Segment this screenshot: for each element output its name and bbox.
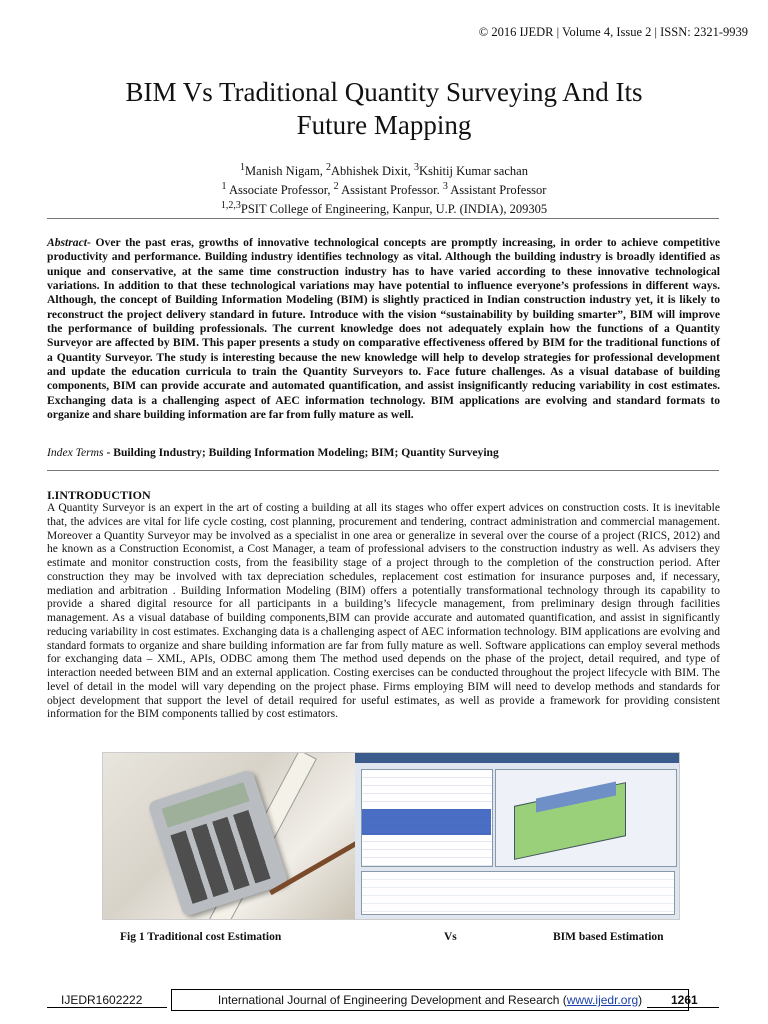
author-block — [0, 160, 768, 217]
software-title-bar — [355, 753, 679, 763]
divider-mid — [47, 470, 719, 471]
affiliation-text: PSIT College of Engineering, Kanpur, U.P. (INDIA), 209305 — [240, 202, 548, 217]
divider-top — [47, 218, 719, 219]
role-3-marker: 3 — [442, 181, 448, 193]
abstract-text: Over the past eras, growths of innovative technological concepts are promptly increasing, in order to achieve competitive productivity and performance. Building industry identifies technology as vital. Although the building industry is broadly identified as unique and conservative, at the same time construction industry has to have varied according to these innovative technological variations. In addition to that these technological variations may have potential to influence everyone’s professions in different ways. Although, the concept of Building Information Modeling (BIM) is slightly practiced in Indian construction industry yet, it is likely to reconstruct the project delivery standard in future. Introduce with the vision “sustainability by building smarter”, BIM will improve the performance of building professionals. The current knowledge does not adequately explain how the functions of a Quantity Surveyor are affected by BIM. This paper presents a study on comparative effectiveness offered by BIM for the traditional functions of a Quantity Surveyor. The study is interesting because the new knowledge will help to develop strategies for professional development and update the education curricula to train the Quantity Surveyors to. Face future challenges. As a visual database of building components, BIM can provide accurate and automated quantification, and assist insignificantly reducing variability in cost estimates. Exchanging data is a challenging aspect of AEC information technology. BIM applications are evolving and standard formats to organize and share building information are far from fully mature as well. — [47, 236, 720, 422]
paper-title — [40, 76, 728, 142]
software-lower-table — [361, 871, 675, 915]
index-terms — [47, 446, 720, 459]
index-terms-label: Index Terms — [47, 446, 104, 459]
author-2: Abhishek Dixit, — [330, 164, 414, 179]
calculator-graphic — [147, 769, 289, 917]
role-2: Assistant Professor. — [338, 183, 443, 198]
footer-paper-id: IJEDR1602222 — [61, 993, 143, 1007]
author-affiliation — [0, 198, 768, 217]
journal-citation-header: © 2016 IJEDR | Volume 4, Issue 2 | ISSN: 2321-9939 — [478, 25, 748, 39]
calculator-keys — [170, 809, 274, 904]
figure-caption-left: Fig 1 Traditional cost Estimation — [120, 931, 282, 943]
abstract-label: Abstract- — [47, 236, 91, 249]
footer-journal-close: ) — [638, 993, 643, 1007]
author-names — [0, 160, 768, 179]
software-selected-rows — [362, 809, 491, 835]
affiliation-marker: 1,2,3 — [220, 200, 241, 212]
abstract — [47, 236, 720, 422]
author-1-marker: 1 — [240, 162, 246, 173]
footer-journal-link[interactable]: www.ijedr.org — [566, 993, 639, 1007]
author-1: Manish Nigam, — [245, 164, 326, 179]
index-terms-text: - Building Industry; Building Information Modeling; BIM; Quantity Surveying — [103, 446, 499, 459]
section-heading: I.INTRODUCTION — [47, 488, 151, 502]
figure-1 — [102, 752, 680, 920]
pencil-graphic — [269, 836, 367, 895]
footer-journal-name: International Journal of Engineering Development and Research ( — [217, 993, 567, 1007]
role-1: Associate Professor, — [226, 183, 334, 198]
author-roles — [0, 179, 768, 198]
title-line-1: BIM Vs Traditional Quantity Surveying And Its — [125, 77, 643, 107]
footer-rule-left — [47, 1007, 167, 1008]
role-1-marker: 1 — [221, 181, 227, 193]
traditional-estimation-photo — [103, 753, 355, 919]
figure-caption-mid: Vs — [444, 931, 457, 943]
footer-page-number: 1261 — [671, 993, 698, 1007]
role-2-marker: 2 — [333, 181, 339, 193]
footer-journal-box — [171, 989, 689, 1011]
author-3: Kshitij Kumar sachan — [418, 164, 528, 179]
author-2-marker: 2 — [325, 162, 331, 173]
figure-caption-right: BIM based Estimation — [553, 931, 664, 943]
role-3: Assistant Professor — [447, 183, 547, 198]
author-3-marker: 3 — [413, 162, 419, 173]
software-3d-view — [495, 769, 677, 867]
page-footer — [47, 989, 720, 1013]
introduction-text: A Quantity Surveyor is an expert in the art of costing a building at all its stages who offer expert advices on construction costs. It is inevitable that, the advices are vital for life cycle costing, cost planning, procurement and tendering, contract administration and commercial management. Moreover a Quantity Surveyor may be involved as a specialist in one area or generalize in several over the course of a project (RICS, 2012) and he known as a Construction Economist, a Cost Manager, a team of professional advisers to the construction industry as well. As advisers they estimate and monitor construction costs, from the feasibility stage of a project through to the completion of the construction period. After construction they may be involved with tax depreciation schedules, replacement cost estimation for insurance purposes and, if necessary, mediation and arbitration . Building Information Modeling (BIM) offers a potentially transformational technology through its capability to provide a shared digital resource for all participants in a building’s lifecycle management, from preliminary design through facilities management. As a visual database of building components,BIM can provide accurate and automated quantification, and assist in significantly reducing variability in cost estimates. Exchanging data is a challenging aspect of AEC information technology. BIM applications are evolving and standard formats to organize and share building information are far from fully mature as well. Software applications can employ several methods for exchanging data – XML, APIs, ODBC among them The method used depends on the phase of the project, detail required, and type of interaction needed between BIM and an external application. Costing exercises can be conducted throughout the project lifecycle with BIM. The level of detail in the model will vary depending on the project phase. Firms employing BIM will need to develop methods and standards for object development that support the level of detail required for useful estimates, as well as provide a framework for providing consistent information for the BIM components tallied by cost estimators. — [47, 502, 720, 721]
title-line-2: Future Mapping — [296, 110, 472, 140]
bim-software-screenshot — [355, 753, 679, 919]
